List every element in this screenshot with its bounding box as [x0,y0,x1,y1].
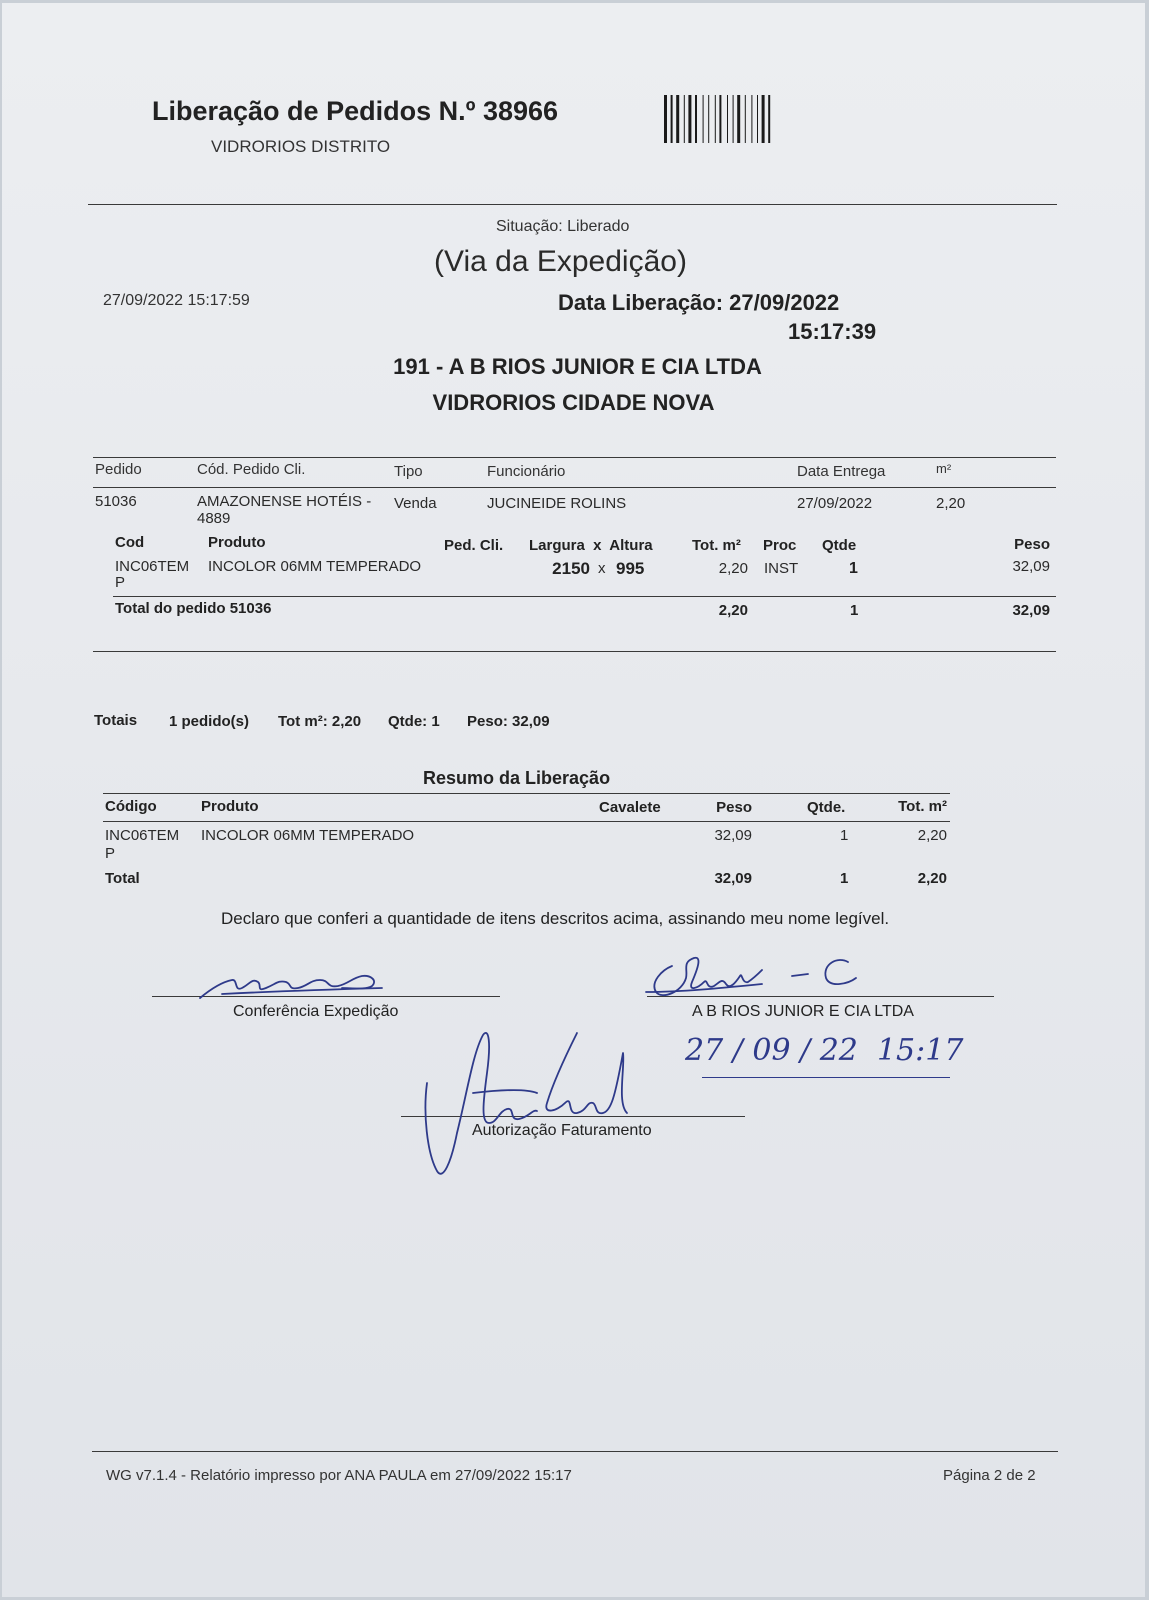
order-pedido: 51036 [95,493,137,510]
item-header-ped-cli: Ped. Cli. [444,537,504,554]
order-cod-pedido-line1: AMAZONENSE HOTÉIS - [197,493,372,510]
summary-header-produto: Produto [201,798,259,815]
item-header-tot-m2: Tot. m² [692,537,741,554]
summary-qtde: 1 [840,827,849,844]
totals-pedidos: 1 pedido(s) [169,713,250,730]
summary-codigo-line1: INC06TEM [105,827,180,844]
signature-cliente-ink [642,948,882,1008]
totals-m2: Tot m²: 2,20 [278,713,362,730]
summary-header-peso: Peso [716,799,752,816]
item-produto: INCOLOR 06MM TEMPERADO [208,558,422,575]
col-header-tipo: Tipo [394,463,423,480]
item-header-qtde: Qtde [822,537,857,554]
barcode-bar [757,95,758,143]
item-tot-m2: 2,20 [718,560,748,577]
signature-autorizacao-ink [417,1023,647,1183]
item-header-peso: Peso [1014,536,1050,553]
barcode-bar [684,95,685,143]
item-x: x [598,560,606,577]
handwritten-date-underline [702,1077,950,1078]
item-header-cod: Cod [115,534,145,551]
client-branch: VIDRORIOS CIDADE NOVA [432,390,715,415]
order-table-top-border [93,457,1056,458]
item-header-dimensoes: Largura x Altura [529,537,653,554]
item-cod-line1: INC06TEM [115,558,190,575]
summary-top-border [103,793,950,794]
order-total-label: Total do pedido 51036 [115,600,272,617]
order-total-m2: 2,20 [718,602,748,619]
item-total-divider [113,596,1056,597]
summary-header-cavalete: Cavalete [599,799,661,816]
order-m2: 2,20 [936,495,966,512]
totals-qtde: Qtde: 1 [388,713,440,730]
item-proc: INST [764,560,799,577]
col-header-data-entrega: Data Entrega [797,463,886,480]
barcode-bar [695,95,697,143]
order-data-entrega: 27/09/2022 [797,495,873,512]
order-total-qtde: 1 [850,602,859,619]
barcode [662,93,832,145]
col-header-funcionario: Funcionário [487,463,566,480]
summary-total-tot-m2: 2,20 [917,870,947,887]
footer-print-info: WG v7.1.4 - Relatório impresso por ANA PAULA em 27/09/2022 15:17 [106,1467,572,1484]
release-time: 15:17:39 [788,319,877,344]
item-header-proc: Proc [763,537,797,554]
header-divider [88,204,1057,205]
signature-label-cliente: A B RIOS JUNIOR E CIA LTDA [692,1003,914,1020]
barcode-bar [703,95,704,143]
col-header-cod-pedido: Cód. Pedido Cli. [197,461,306,478]
barcode-bar [768,95,770,143]
signature-conferencia-ink [192,958,392,1008]
summary-peso: 32,09 [714,827,752,844]
summary-codigo-line2: P [105,845,116,862]
item-altura: 995 [616,559,645,578]
order-cod-pedido-line2: 4889 [197,510,231,527]
barcode-bar [737,95,740,143]
barcode-bar [719,95,721,143]
declaration: Declaro que conferi a quantidade de itens descritos acima, assinando meu nome legível. [221,909,890,928]
totals-label: Totais [94,712,138,729]
col-header-pedido: Pedido [95,461,142,478]
order-table-header-border [93,487,1056,488]
release-date: Data Liberação: 27/09/2022 [558,290,840,315]
summary-title: Resumo da Liberação [423,768,611,788]
summary-header-codigo: Código [105,798,157,815]
barcode-bar [676,95,679,143]
item-peso: 32,09 [1012,558,1050,575]
signature-label-autorizacao: Autorização Faturamento [472,1122,652,1139]
signature-label-conferencia: Conferência Expedição [233,1003,399,1020]
item-cod-line2: P [115,574,126,591]
printed-datetime: 27/09/2022 15:17:59 [103,292,250,309]
barcode-bar [688,95,691,143]
document-title: Liberação de Pedidos N.º 38966 [152,96,559,126]
summary-total-peso: 32,09 [714,870,752,887]
document-page [2,3,1145,1597]
summary-tot-m2: 2,20 [917,827,947,844]
barcode-bar [751,95,752,143]
order-funcionario: JUCINEIDE ROLINS [487,495,627,512]
barcode-bar [727,95,728,143]
totals-peso: Peso: 32,09 [467,713,550,730]
summary-total-qtde: 1 [840,870,849,887]
item-qtde: 1 [849,560,858,577]
item-header-produto: Produto [208,534,266,551]
barcode-bar [733,95,734,143]
order-table-bottom-border [93,651,1056,652]
client-name: 191 - A B RIOS JUNIOR E CIA LTDA [393,354,762,379]
col-header-m2: m² [936,461,952,476]
barcode-bar [715,95,716,143]
order-tipo: Venda [394,495,437,512]
barcode-bar [762,95,765,143]
barcode-bar [745,95,746,143]
barcode-bar [708,95,709,143]
barcode-bar [671,95,673,143]
summary-total-label: Total [105,870,140,887]
status-text: Situação: Liberado [496,218,630,235]
item-largura: 2150 [552,559,590,578]
handwritten-date: 27 / 09 / 22 15:17 [685,1033,964,1068]
summary-header-border [103,821,950,822]
footer-divider [92,1451,1058,1452]
company-name: VIDRORIOS DISTRITO [211,137,391,156]
summary-produto: INCOLOR 06MM TEMPERADO [201,827,415,844]
footer-page-number: Página 2 de 2 [943,1467,1036,1484]
barcode-bar [664,95,667,143]
order-total-peso: 32,09 [1012,602,1050,619]
copy-label: (Via da Expedição) [434,245,687,278]
summary-header-tot-m2: Tot. m² [898,798,947,815]
summary-header-qtde: Qtde. [807,799,846,816]
